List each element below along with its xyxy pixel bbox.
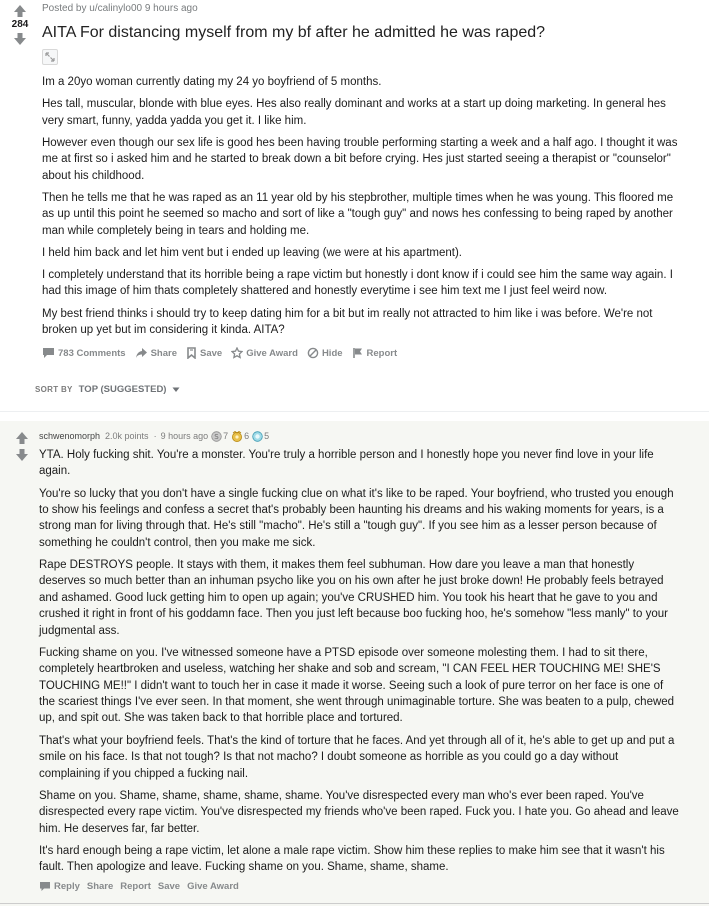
post-paragraph: My best friend thinks i should try to keep dating him for a bit but im really not attracted to him like i was before. We're not broken up yet but im considering it kinda. AITA? — [42, 307, 653, 337]
comment-save-button[interactable] — [158, 881, 180, 892]
comment-paragraph: Rape DESTROYS people. It stays with them, it makes them feel subhuman. How dare you leave a man that honestly deserves so much better than an inhuman psycho like you on his own after he just broke down! He probably feels betrayed and ashamed. Good luck getting him to open up again; you've CRUSHED him. You took his heart that he gave to you and crushed it right in front of his goddamn face. Then you just left because boo fucking hoo, he's somehow "less manly" to your judgmental ass. — [39, 559, 668, 637]
post-score: 284 — [11, 19, 29, 30]
upvote-arrow-icon[interactable] — [13, 4, 27, 18]
share-label: Share — [150, 347, 177, 359]
comment-body — [39, 447, 679, 876]
post-actions — [42, 347, 687, 359]
post-body — [42, 74, 687, 338]
post-title[interactable]: AITA For distancing myself from my bf after he admitted he was raped? — [42, 24, 546, 41]
post-paragraph: I completely understand that its horrible being a rape victim but honestly i dont know if i could see him the same way again. I had this image of him thats completely shattered and honestly everytime i see him text me I just feel weird now. — [42, 269, 673, 298]
reply-icon — [39, 881, 51, 892]
reply-label: Reply — [54, 881, 80, 893]
hide-label: Hide — [321, 347, 343, 359]
silver-award[interactable] — [211, 429, 228, 443]
comment-vote-column — [14, 431, 30, 462]
silver-award-icon — [211, 431, 222, 442]
meta-separator: · — [153, 431, 157, 441]
reply-button[interactable] — [39, 881, 80, 892]
svg-text:S: S — [214, 432, 219, 441]
post-vote-column — [10, 4, 30, 46]
downvote-arrow-icon[interactable] — [13, 32, 27, 46]
bookmark-icon — [186, 347, 197, 359]
share-arrow-icon — [135, 347, 148, 359]
comments-label: 783 Comments — [58, 347, 126, 359]
post-paragraph: I held him back and let him vent but i ended up leaving (we were at his apartment). — [42, 246, 462, 259]
comment-content — [39, 429, 679, 892]
post-meta: Posted by u/calinylo00 9 hours ago — [42, 3, 198, 14]
comment-report-button[interactable] — [120, 881, 151, 892]
expand-arrows-icon — [45, 52, 55, 62]
comment-upvote-arrow-icon[interactable] — [15, 431, 29, 445]
comment-paragraph: That's what your boyfriend feels. That's the kind of torture that he faces. And yet through all of it, he's able to get up and put a smile on his face. Is that not tough? Is that not macho? I doubt someone as horrible as you could go a day without complaining if you chipped a fucking nail. — [39, 734, 675, 780]
share-button[interactable] — [135, 347, 177, 359]
report-button[interactable] — [352, 347, 398, 359]
save-label: Save — [200, 347, 223, 359]
comment-give-award-label: Give Award — [187, 881, 239, 893]
platinum-award-icon — [252, 431, 263, 442]
comment-paragraph: You're so lucky that you don't have a single fucking clue on what it's like to be raped. Your boyfriend, who trusted you enough to show his feelings and confess a secret that's probably been haunting his dreams and his waking moments for years, is a strong man for living through that. He's still "macho". He's still a "tough guy". If you see him as a lesser person because of something he couldn't control, then you make me sick. — [39, 487, 674, 549]
comment-report-label: Report — [120, 881, 151, 893]
sort-label: SORT BY — [35, 385, 73, 394]
bottom-border — [0, 903, 709, 904]
comment-share-label: Share — [86, 881, 114, 893]
sort-control — [35, 384, 180, 395]
comment-points: 2.0k points — [105, 431, 149, 441]
comment-share-button[interactable] — [87, 881, 113, 892]
comment-meta — [39, 429, 679, 443]
comment — [0, 421, 709, 906]
post-paragraph: However even though our sex life is good hes been having trouble performing starting a week and a half ago. I thought it was me at first so i asked him and he started to break down a bit before crying. Hes just started seeing a therapist or "counselor" about his childhood. — [42, 136, 678, 182]
flag-icon — [352, 347, 364, 359]
report-label: Report — [366, 347, 398, 359]
hide-icon — [307, 347, 319, 359]
silver-award-count: 7 — [223, 431, 229, 441]
post-paragraph: Hes tall, muscular, blonde with blue eyes. Hes also really dominant and works at a start up doing marketing. In general hes very smart, funny, yadda yadda you get it. I like him. — [42, 98, 666, 127]
post-paragraph: Then he tells me that he was raped as an 11 year old by his stepbrother, multiple times when he was young. This floored me as up until this point he seemed so macho and sort of like a "tough guy" and nows hes confessing to being raped by another man while completely being in tears and holding me. — [42, 191, 674, 237]
divider — [0, 411, 709, 412]
comment-paragraph: YTA. Holy fucking shit. You're a monster. You're truly a horrible person and I honestly hope you never find love in your life again. — [39, 449, 654, 478]
comment-icon — [42, 347, 55, 359]
comment-paragraph: Shame on you. Shame, shame, shame, shame, shame. You've disrespected every man who's ever been raped. You've disrespected every rape victim. You've disrespected my friends who've been raped. Fuck you. I hate you. Go ahead and leave him. He deserves far, far better. — [39, 789, 679, 835]
save-button[interactable] — [186, 347, 222, 359]
comment-actions — [39, 881, 679, 892]
award-icon — [231, 347, 243, 359]
gold-award-icon — [231, 431, 243, 442]
caret-down-icon[interactable] — [172, 387, 180, 393]
comment-paragraph: It's hard enough being a rape victim, let alone a male rape victim. Show him these replies to make him see that it wasn't his fault. Then apologize and leave. Fucking shame on you. Shame, shame, shame. — [39, 844, 665, 874]
comment-paragraph: Fucking shame on you. I've witnessed someone have a PTSD episode over someone molesting them. I had to sit there, completely heartbroken and useless, watching her shake and sob and scream, "I CAN FEEL HER TOUCHING ME! SHE'S TOUCHING ME!!" I didn't want to touch her in case it made it worse. Seeing such a look of pure terror on her face is one of the scariest things I've ever seen. In that moment, she went through unimaginable torture. She was beaten to a pulp, chewed up, and spit out. She was taken back to that horrible place and tortured. — [39, 646, 675, 725]
post-paragraph: Im a 20yo woman currently dating my 24 yo boyfriend of 5 months. — [42, 76, 382, 88]
platinum-award-count: 5 — [264, 431, 270, 441]
hide-button[interactable] — [307, 347, 343, 359]
comment-downvote-arrow-icon[interactable] — [15, 448, 29, 462]
comment-time: 9 hours ago — [160, 431, 209, 441]
expand-post-button[interactable] — [42, 49, 58, 65]
comment-author[interactable]: schwenomorph — [39, 431, 101, 441]
comment-give-award-button[interactable] — [187, 881, 239, 892]
give-award-label: Give Award — [246, 347, 298, 359]
gold-award[interactable] — [231, 429, 249, 443]
give-award-button[interactable] — [231, 347, 298, 359]
comments-button[interactable] — [42, 347, 126, 359]
comment-save-label: Save — [157, 881, 181, 893]
platinum-award[interactable] — [252, 429, 269, 443]
post-content — [42, 0, 687, 359]
gold-award-count: 6 — [244, 431, 250, 441]
sort-dropdown[interactable]: TOP (SUGGESTED) — [78, 384, 167, 395]
